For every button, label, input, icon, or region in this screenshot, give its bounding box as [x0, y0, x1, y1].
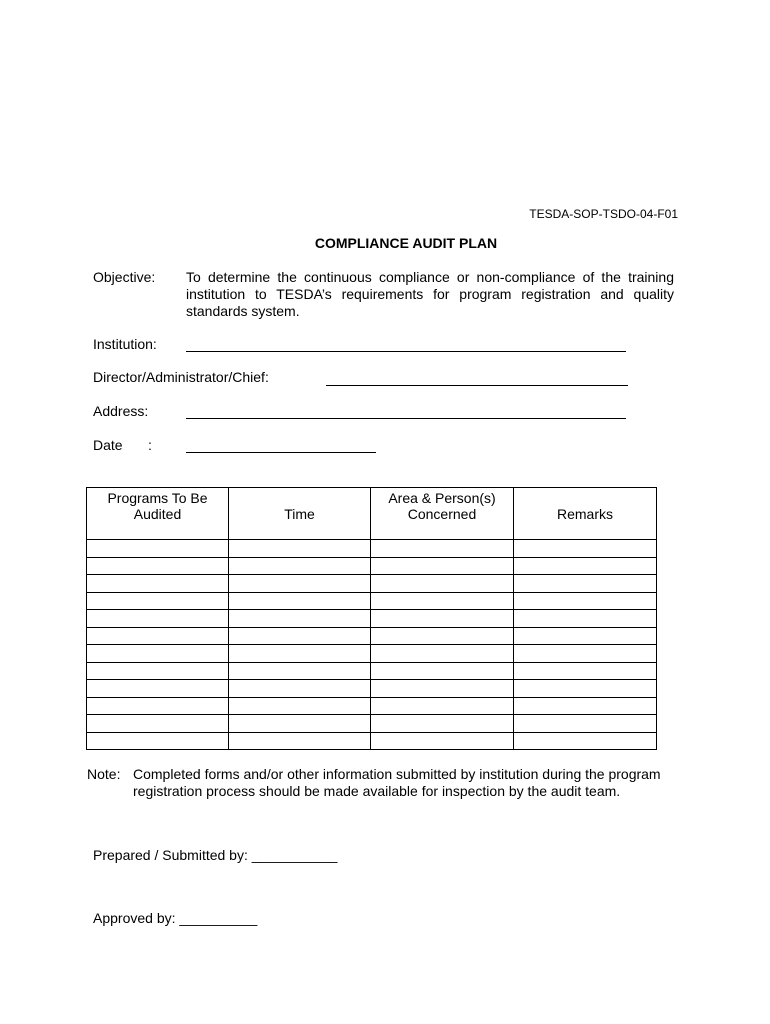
director-label: Director/Administrator/Chief: — [93, 369, 269, 385]
table-cell[interactable] — [514, 610, 657, 628]
table-cell[interactable] — [514, 557, 657, 575]
table-cell[interactable] — [87, 645, 229, 663]
table-cell[interactable] — [514, 697, 657, 715]
table-cell[interactable] — [87, 680, 229, 698]
table-cell[interactable] — [87, 592, 229, 610]
table-cell[interactable] — [229, 645, 371, 663]
header-remarks: Remarks — [514, 488, 657, 540]
table-cell[interactable] — [514, 732, 657, 750]
table-cell[interactable] — [229, 715, 371, 733]
table-cell[interactable] — [514, 715, 657, 733]
header-area-persons: Area & Person(s) Concerned — [371, 488, 514, 540]
address-label: Address: — [93, 403, 149, 419]
objective-label: Objective: — [93, 269, 156, 285]
table-cell[interactable] — [229, 592, 371, 610]
table-cell[interactable] — [371, 645, 514, 663]
table-cell[interactable] — [87, 715, 229, 733]
table-row — [87, 697, 657, 715]
table-cell[interactable] — [87, 540, 229, 558]
table-cell[interactable] — [371, 575, 514, 593]
table-cell[interactable] — [514, 540, 657, 558]
prepared-by-field[interactable]: Prepared / Submitted by: ___________ — [93, 847, 338, 863]
objective-text: To determine the continuous compliance or non-compliance of the training institution to TESDA’s requirements for program registration and quality standards system. — [186, 269, 674, 319]
table-cell[interactable] — [371, 540, 514, 558]
date-label: Date — [93, 437, 123, 453]
table-cell[interactable] — [229, 610, 371, 628]
institution-label: Institution: — [93, 336, 157, 352]
table-header-row — [87, 488, 657, 540]
table-cell[interactable] — [87, 610, 229, 628]
table-row — [87, 610, 657, 628]
table-cell[interactable] — [229, 697, 371, 715]
table-cell[interactable] — [371, 592, 514, 610]
address-field[interactable] — [186, 418, 626, 419]
table-cell[interactable] — [229, 575, 371, 593]
table-cell[interactable] — [371, 697, 514, 715]
header-programs: Programs To Be Audited — [87, 488, 229, 540]
table-body — [87, 540, 657, 750]
table-cell[interactable] — [514, 680, 657, 698]
table-cell[interactable] — [87, 557, 229, 575]
table-row — [87, 715, 657, 733]
table-cell[interactable] — [514, 627, 657, 645]
table-row — [87, 557, 657, 575]
table-row — [87, 680, 657, 698]
table-cell[interactable] — [229, 627, 371, 645]
table-cell[interactable] — [514, 662, 657, 680]
table-row — [87, 645, 657, 663]
audit-table — [86, 487, 657, 750]
table-cell[interactable] — [514, 645, 657, 663]
date-colon: : — [148, 437, 152, 453]
document-code: TESDA-SOP-TSDO-04-F01 — [529, 207, 678, 221]
table-cell[interactable] — [371, 610, 514, 628]
table-row — [87, 592, 657, 610]
institution-field[interactable] — [186, 351, 626, 352]
table-cell[interactable] — [371, 627, 514, 645]
table-row — [87, 662, 657, 680]
director-field[interactable] — [326, 385, 628, 386]
table-cell[interactable] — [371, 715, 514, 733]
table-cell[interactable] — [371, 662, 514, 680]
table-row — [87, 627, 657, 645]
table-cell[interactable] — [371, 557, 514, 575]
table-cell[interactable] — [514, 575, 657, 593]
page-title: COMPLIANCE AUDIT PLAN — [314, 235, 498, 251]
table-row — [87, 540, 657, 558]
table-row — [87, 575, 657, 593]
table-cell[interactable] — [371, 732, 514, 750]
table-cell[interactable] — [87, 697, 229, 715]
table-cell[interactable] — [229, 680, 371, 698]
table-cell[interactable] — [514, 592, 657, 610]
table-cell[interactable] — [229, 732, 371, 750]
table-cell[interactable] — [229, 662, 371, 680]
date-field[interactable] — [186, 452, 376, 453]
table-cell[interactable] — [229, 557, 371, 575]
approved-by-field[interactable]: Approved by: __________ — [93, 910, 258, 926]
table-cell[interactable] — [87, 662, 229, 680]
note-label: Note: — [87, 766, 121, 782]
note-text: Completed forms and/or other information submitted by institution during the program registration process should be made available for inspection by the audit team. — [133, 766, 661, 799]
table-cell[interactable] — [371, 680, 514, 698]
table-cell[interactable] — [229, 540, 371, 558]
table-cell[interactable] — [87, 732, 229, 750]
header-time: Time — [229, 488, 371, 540]
table-cell[interactable] — [87, 575, 229, 593]
table-cell[interactable] — [87, 627, 229, 645]
table-row — [87, 732, 657, 750]
